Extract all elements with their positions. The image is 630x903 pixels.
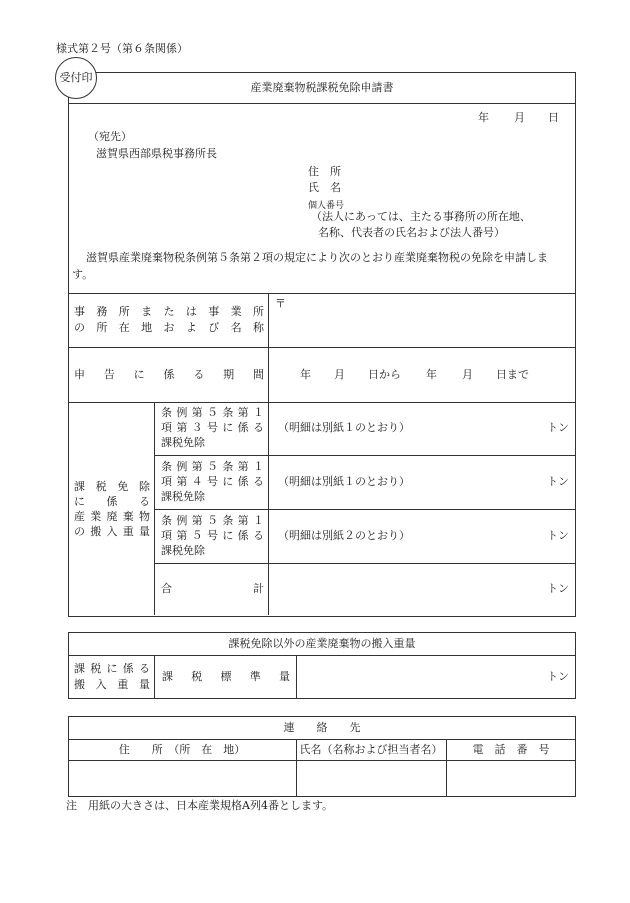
total-label-right: 計: [253, 582, 264, 595]
personal-number-label: 個人番号: [308, 201, 345, 211]
postal-mark: 〒: [275, 297, 286, 310]
exempt-row2-note: （明細は別紙１のとおり）: [278, 475, 410, 488]
exempt-label-line2: に係る: [74, 495, 150, 508]
period-to-day: 日まで: [496, 368, 529, 381]
applicant-note-line1: （法人にあっては、主たる事務所の所在地、: [311, 210, 531, 223]
statement-line2: す。: [72, 268, 94, 281]
form-title: 産業廃棄物税課税免除申請書: [250, 81, 394, 94]
non-exempt-unit: トン: [547, 670, 569, 683]
office-label-line1: 事務所または事業所: [74, 305, 264, 318]
exempt-row3-unit: トン: [547, 529, 569, 542]
exempt-row1-unit: トン: [547, 421, 569, 434]
tax-standard-label: 課税標準量: [162, 670, 290, 683]
exempt-row3-line1: 条例第５条第１: [161, 514, 264, 527]
non-exempt-title: 課税免除以外の産業廃棄物の搬入重量: [228, 637, 416, 650]
exempt-label-line4: の搬入重量: [74, 525, 150, 538]
applicant-name-label: 氏 名: [308, 181, 341, 194]
contact-name-header: 氏名（名称および担当者名）: [299, 743, 443, 756]
exempt-row3-line2: 項第５号に係る: [161, 529, 264, 542]
exempt-row2-line1: 条例第５条第１: [161, 460, 264, 473]
period-to-year: 年: [426, 368, 437, 381]
exempt-row1-note: （明細は別紙１のとおり）: [278, 421, 410, 434]
exempt-label-line1: 課税免除: [74, 480, 150, 493]
exempt-row2-line3: 課税免除: [161, 490, 205, 503]
exempt-label-line3: 産業廃棄物: [74, 510, 150, 523]
applicant-note-line2: 名称、代表者の氏名および法人番号）: [318, 226, 505, 239]
contact-name-cell[interactable]: [297, 761, 445, 795]
date-day-label: 日: [548, 111, 559, 124]
total-label-left: 合: [161, 582, 172, 595]
footnote: 注 用紙の大きさは、日本産業規格A列4番とします。: [66, 799, 334, 812]
exempt-row1-line1: 条例第５条第１: [161, 406, 264, 419]
contact-title: 連 絡 先: [283, 721, 361, 734]
period-from-day: 日から: [368, 368, 401, 381]
contact-phone-header: 電 話 番 号: [472, 743, 550, 756]
addressee-name: 滋賀県西部県税事務所長: [96, 147, 217, 160]
period-from-year: 年: [300, 368, 311, 381]
exempt-row2-unit: トン: [547, 475, 569, 488]
exempt-row2-line2: 項第４号に係る: [161, 475, 264, 488]
contact-phone-cell[interactable]: [447, 761, 575, 795]
contact-address-header: 住 所 （所 在 地）: [118, 743, 246, 756]
exempt-row3-note: （明細は別紙２のとおり）: [278, 529, 410, 542]
exempt-row1-line2: 項第３号に係る: [161, 421, 264, 434]
form-number: 様式第２号（第６条関係）: [56, 42, 188, 55]
period-from-month: 月: [334, 368, 345, 381]
exempt-row1-line3: 課税免除: [161, 436, 205, 449]
statement-line1: 滋賀県産業廃棄物税条例第５条第２項の規定により次のとおり産業廃棄物税の免除を申請しま: [86, 251, 548, 264]
non-exempt-label-line1: 課税に係る: [74, 662, 150, 675]
period-label: 申告に係る期間: [74, 368, 264, 381]
period-to-month: 月: [462, 368, 473, 381]
date-month-label: 月: [514, 111, 525, 124]
contact-address-cell[interactable]: [69, 761, 295, 795]
non-exempt-label-line2: 搬入重量: [74, 678, 150, 691]
total-unit: トン: [547, 582, 569, 595]
applicant-address-label: 住 所: [308, 165, 341, 178]
office-label-line2: の所在地および名称: [74, 321, 264, 334]
exempt-row3-line3: 課税免除: [161, 544, 205, 557]
date-year-label: 年: [478, 111, 489, 124]
reception-stamp-area: 受付印: [55, 57, 97, 99]
addressee-label: （宛先）: [88, 130, 132, 143]
